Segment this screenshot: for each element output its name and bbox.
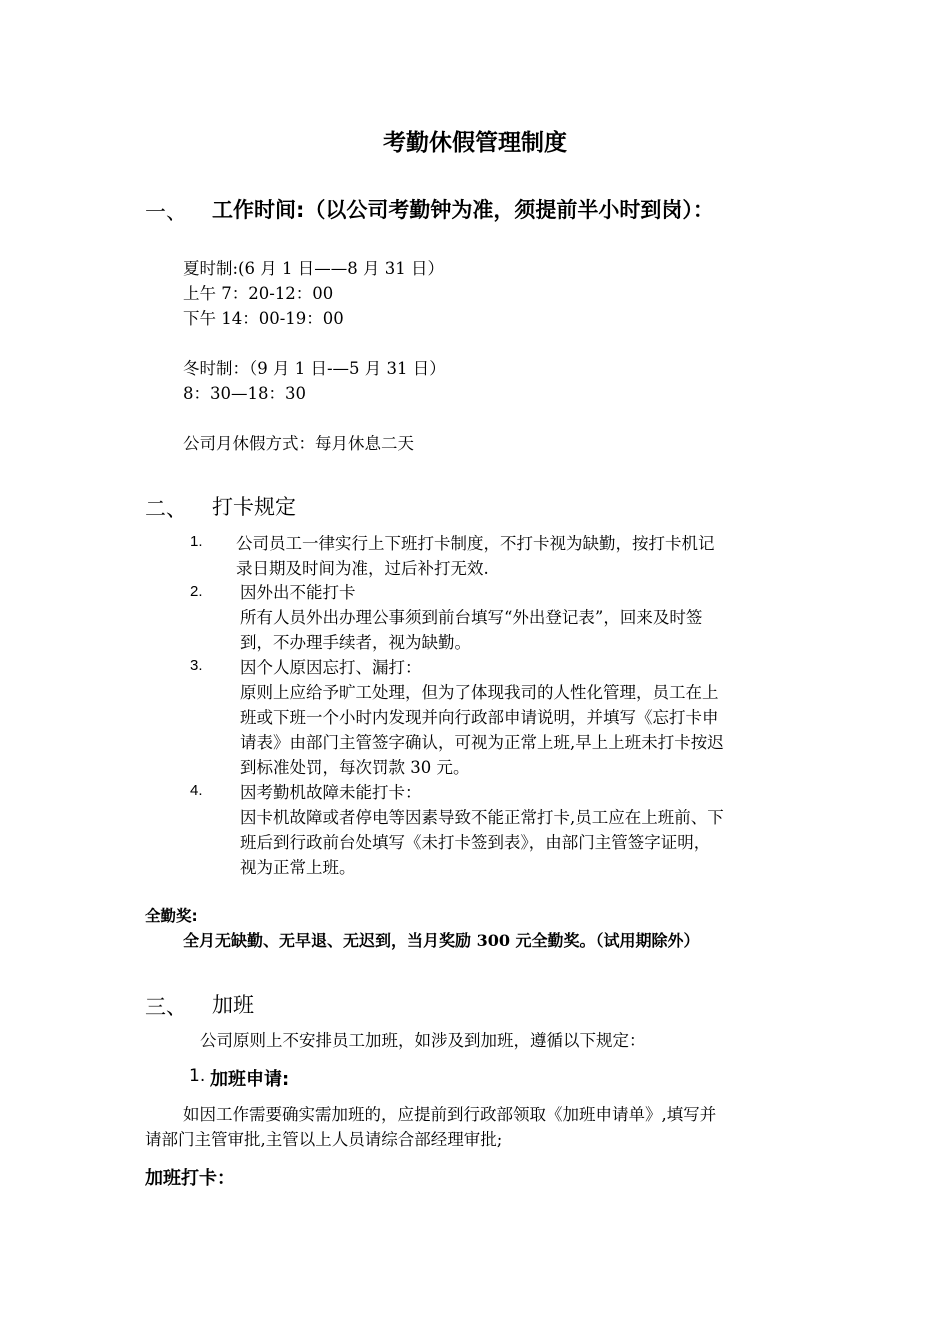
winter-schedule-label: 冬时制：（9 月 1 日-—5 月 31 日） <box>183 359 446 378</box>
section-3-number: 三、 <box>145 995 187 1019</box>
list-item-line: 因外出不能打卡 <box>240 583 356 602</box>
overtime-clock-in-heading: 加班打卡： <box>145 1168 235 1189</box>
list-item-number: 3. <box>190 657 203 674</box>
section-2-number: 二、 <box>145 497 187 521</box>
list-item-line: 视为正常上班。 <box>240 858 356 877</box>
list-item-line: 所有人员外出办理公事须到前台填写“外出登记表”，回来及时签 <box>240 608 703 627</box>
list-item-number: 4. <box>190 782 203 799</box>
list-item-line: 班或下班一个小时内发现并向行政部申请说明，并填写《忘打卡申 <box>240 708 719 727</box>
overtime-intro: 公司原则上不安排员工加班，如涉及到加班，遵循以下规定： <box>200 1031 646 1050</box>
list-item-number: 1. <box>190 533 203 550</box>
document-title: 考勤休假管理制度 <box>383 130 567 156</box>
list-item-line: 到标准处罚，每次罚款 30 元。 <box>240 758 470 777</box>
attendance-bonus-label: 全勤奖: <box>145 907 198 925</box>
list-item-line: 到，不办理手续者，视为缺勤。 <box>240 633 471 652</box>
monthly-leave: 公司月休假方式：每月休息二天 <box>183 434 414 453</box>
list-item-line: 因卡机故障或者停电等因素导致不能正常打卡,员工应在上班前、下 <box>240 808 724 827</box>
list-item-line: 原则上应给予旷工处理，但为了体现我司的人性化管理，员工在上 <box>240 683 719 702</box>
section-1-heading: 工作时间:（以公司考勤钟为准，须提前半小时到岗）： <box>212 198 714 222</box>
list-item-line: 请表》由部门主管签字确认，可视为正常上班,早上上班未打卡按迟 <box>240 733 724 752</box>
summer-morning-hours: 上午 7：20-12：00 <box>183 284 334 303</box>
list-item-line: 班后到行政前台处填写《未打卡签到表》，由部门主管签字证明， <box>240 833 711 852</box>
section-1-number: 一、 <box>145 200 187 224</box>
overtime-subsection-1-number: 1. <box>189 1066 206 1086</box>
attendance-bonus-text: 全月无缺勤、无早退、无迟到，当月奖励 300 元全勤奖。（试用期除外） <box>183 931 700 950</box>
summer-schedule-label: 夏时制:(6 月 1 日——8 月 31 日） <box>183 259 444 278</box>
overtime-application-line: 请部门主管审批,主管以上人员请综合部经理审批; <box>145 1130 503 1149</box>
list-item-number: 2. <box>190 583 203 600</box>
summer-afternoon-hours: 下午 14：00-19：00 <box>183 309 344 328</box>
list-item-line: 因考勤机故障未能打卡： <box>240 783 422 802</box>
list-item-line: 录日期及时间为准，过后补打无效. <box>236 559 489 578</box>
overtime-application-heading: 加班申请: <box>210 1069 290 1090</box>
section-2-heading: 打卡规定 <box>212 495 296 519</box>
section-3-heading: 加班 <box>212 993 254 1017</box>
winter-hours: 8：30—18：30 <box>183 384 306 403</box>
list-item-line: 公司员工一律实行上下班打卡制度，不打卡视为缺勤，按打卡机记 <box>236 534 715 553</box>
list-item-line: 因个人原因忘打、漏打： <box>240 658 422 677</box>
overtime-application-line: 如因工作需要确实需加班的，应提前到行政部领取《加班申请单》,填写并 <box>183 1105 717 1124</box>
